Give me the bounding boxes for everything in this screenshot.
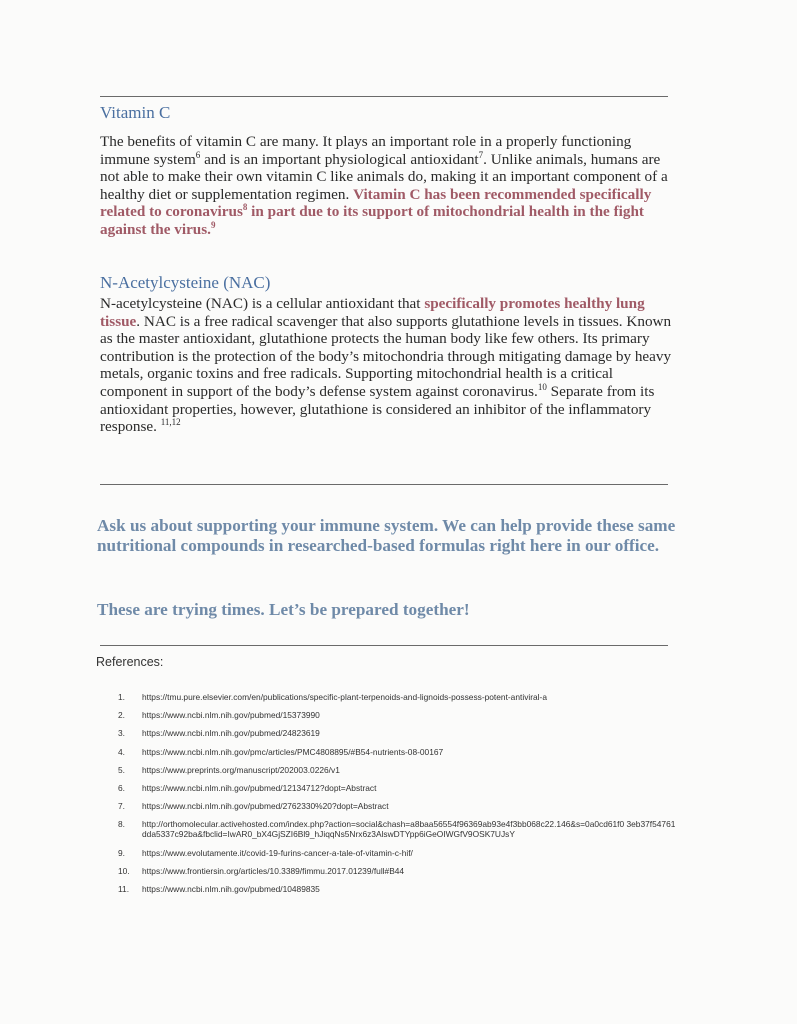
vitamin-c-paragraph [100, 133, 675, 239]
nac-text-3: Separate from its antioxidant properties, however, glutathione is considered an inhibitor of the inflammatory response. [100, 382, 655, 436]
reference-url: https://tmu.pure.elsevier.com/en/publications/specific-plant-terpenoids-and-lignoids-possess-potent-antiviral-a [142, 692, 547, 702]
reference-url: https://www.ncbi.nlm.nih.gov/pubmed/24823619 [142, 728, 320, 739]
cta-message: Ask us about supporting your immune system. We can help provide these same nutritional compounds in researched-based formulas right here in our office. [97, 516, 676, 555]
footnote-ref: 10 [537, 381, 547, 392]
reference-number: 5. [118, 764, 125, 775]
reference-item [118, 866, 678, 876]
reference-number: 10. [118, 865, 130, 876]
reference-url: https://www.frontiersin.org/articles/10.3389/fimmu.2017.01239/full#B44 [142, 865, 405, 876]
references-list [118, 692, 678, 902]
references-title: References: [96, 655, 164, 669]
middle-divider [100, 484, 668, 485]
reference-number: 7. [118, 801, 125, 812]
footnote-ref: 6 [195, 149, 201, 160]
reference-number: 9. [118, 847, 125, 858]
reference-number: 3. [118, 728, 125, 739]
reference-item [118, 783, 678, 793]
reference-item [118, 884, 678, 894]
reference-item [118, 728, 678, 738]
vitamin-c-text-3: . Unlike animals, humans are not able to make their own vitamin C like animals do, making it an important component of a healthy diet or supplementation regimen. [100, 150, 668, 203]
nac-text-1: N-acetylcysteine (NAC) is a cellular antioxidant that [100, 295, 425, 312]
reference-url: https://www.ncbi.nlm.nih.gov/pmc/articles/PMC4808895/#B54-nutrients-08-00167 [142, 746, 444, 757]
cta-tagline: These are trying times. Let’s be prepared together! [97, 600, 470, 619]
nac-paragraph [100, 295, 675, 436]
reference-number: 1. [118, 692, 125, 702]
top-divider [100, 96, 668, 97]
reference-url: https://www.ncbi.nlm.nih.gov/pubmed/10489835 [142, 883, 320, 894]
reference-item [118, 819, 678, 839]
reference-number: 6. [118, 782, 125, 793]
reference-url: https://www.ncbi.nlm.nih.gov/pubmed/12134712?dopt=Abstract [142, 782, 377, 793]
nac-text-2: . NAC is a free radical scavenger that also supports glutathione levels in tissues. Known as the master antioxidant, glutathione protects the human body like few others. Its primary contribution is the protection of the body’s mitochondria through mitigating damage by heavy metals, organic toxins and free radicals. Supporting mitochondrial health is a critical component in support of the body’s defense system against coronavirus. [100, 312, 672, 400]
footnote-ref: 9 [210, 219, 216, 230]
reference-item [118, 848, 678, 858]
reference-url: https://www.ncbi.nlm.nih.gov/pubmed/15373990 [142, 710, 320, 721]
reference-item [118, 692, 678, 702]
vitamin-c-highlight-2: in part due to its support of mitochondrial health in the fight against the virus. [100, 203, 644, 238]
reference-item [118, 801, 678, 811]
reference-item [118, 765, 678, 775]
reference-item [118, 747, 678, 757]
reference-item [118, 710, 678, 720]
reference-number: 2. [118, 710, 125, 721]
reference-url: https://www.ncbi.nlm.nih.gov/pubmed/2762330%20?dopt=Abstract [142, 801, 389, 812]
nac-heading: N-Acetylcysteine (NAC) [100, 273, 271, 292]
footnote-ref: 7 [478, 149, 484, 160]
vitamin-c-heading: Vitamin C [100, 103, 171, 122]
vitamin-c-text-1: The benefits of vitamin C are many. It plays an important role in a properly functioning immune system [100, 133, 632, 168]
reference-number: 4. [118, 746, 125, 757]
vitamin-c-highlight-1: Vitamin C has been recommended specifically related to coronavirus [100, 185, 652, 221]
reference-url: http://orthomolecular.activehosted.com/index.php?action=social&chash=a8baa56554f96369ab93e4f3bb068c22.146&s=0a0cd61f0 3eb37f54761dda5337c92ba&fbclid=IwAR0_bX4GjSZI6Bl9_hJiqqNs5Nrx6z3AlswDTYpp6iGeOIWGfV9OSK7UJsY [142, 819, 676, 840]
reference-url: https://www.evolutamente.it/covid-19-furins-cancer-a-tale-of-vitamin-c-hif/ [142, 847, 413, 858]
bottom-divider [100, 645, 668, 646]
reference-number: 11. [118, 883, 130, 894]
footnote-ref: 8 [242, 202, 248, 213]
reference-number: 8. [118, 819, 125, 830]
vitamin-c-text-2: and is an important physiological antioxidant [200, 150, 479, 168]
nac-highlight-1: specifically promotes healthy lung tissue [100, 295, 645, 330]
reference-url: https://www.preprints.org/manuscript/202003.0226/v1 [142, 764, 340, 775]
footnote-ref: 11,12 [160, 417, 181, 428]
